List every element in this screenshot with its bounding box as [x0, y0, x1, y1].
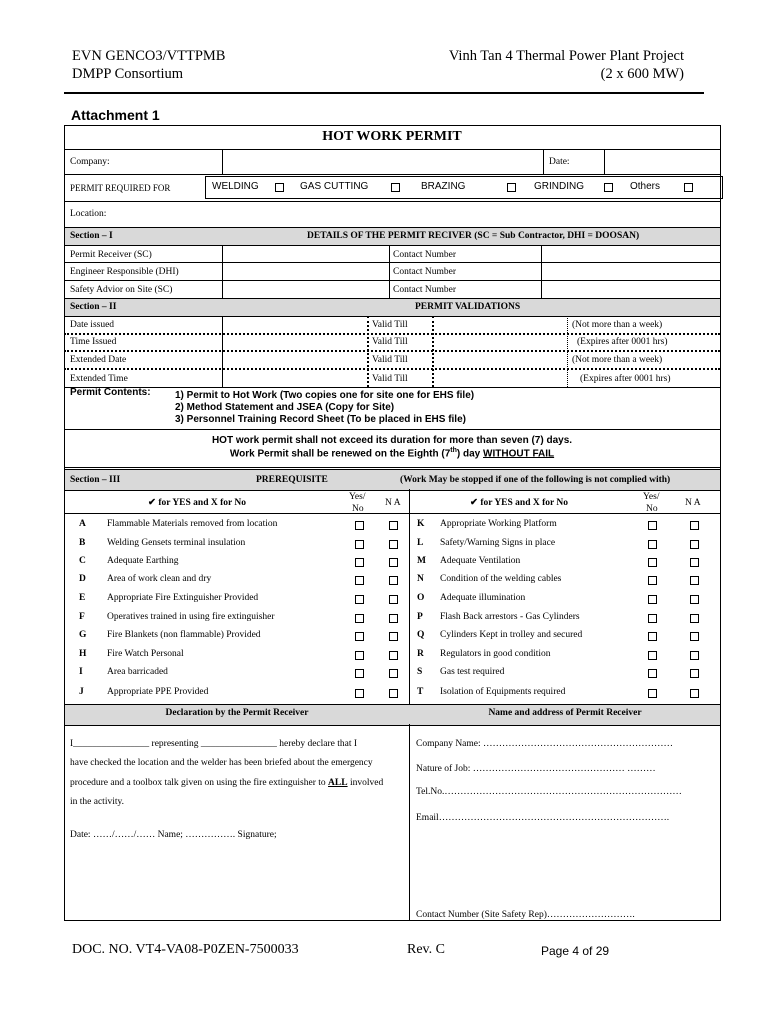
right-column-header: ✔ for YES and X for No: [470, 498, 569, 508]
declaration-line-2: have checked the location and the welder has been briefed about the emergency: [70, 758, 373, 768]
prerequisite-text: Cylinders Kept in trolley and secured: [440, 630, 583, 640]
engineer-contact-label: Contact Number: [393, 267, 457, 277]
extended-time-field[interactable]: [224, 370, 365, 386]
time-issued-label: Time Issued: [70, 337, 117, 347]
prerequisite-na-checkbox[interactable]: [690, 521, 699, 530]
prerequisite-yes-no-checkbox[interactable]: [648, 689, 657, 698]
prerequisite-text: Isolation of Equipments required: [440, 687, 566, 697]
permit-type-gas-cutting-label: GAS CUTTING: [300, 181, 369, 192]
prerequisite-na-checkbox[interactable]: [389, 669, 398, 678]
prerequisite-yes-no-checkbox[interactable]: [648, 614, 657, 623]
prerequisite-yes-no-checkbox[interactable]: [648, 669, 657, 678]
prerequisite-letter: E: [79, 593, 86, 603]
prerequisite-text: Area of work clean and dry: [107, 574, 212, 584]
left-yes-no-header-line1: Yes/: [349, 492, 366, 502]
safety-advisor-contact-field[interactable]: [543, 282, 718, 297]
prerequisite-letter: M: [417, 556, 426, 566]
prerequisite-yes-no-checkbox[interactable]: [648, 595, 657, 604]
permit-type-others-label: Others: [630, 181, 661, 192]
extended-date-field[interactable]: [224, 352, 365, 367]
prerequisite-na-checkbox[interactable]: [389, 632, 398, 641]
prerequisite-yes-no-checkbox[interactable]: [355, 632, 364, 641]
location-label: Location:: [70, 209, 107, 219]
date-label: Date:: [549, 157, 570, 167]
prerequisite-yes-no-checkbox[interactable]: [648, 558, 657, 567]
footer-revision: Rev. C: [407, 942, 445, 957]
permit-type-grinding-label: GRINDING: [534, 181, 584, 192]
safety-advisor-contact-label: Contact Number: [393, 285, 457, 295]
right-na-header: N A: [685, 498, 701, 508]
prerequisite-text: Safety/Warning Signs in place: [440, 538, 556, 548]
section-3-note: (Work May be stopped if one of the following is not complied with): [400, 475, 671, 485]
prerequisite-text: Adequate Earthing: [107, 556, 179, 566]
prerequisite-na-checkbox[interactable]: [690, 576, 699, 585]
permit-type-grinding-checkbox[interactable]: [604, 183, 613, 192]
permit-receiver-contact-field[interactable]: [543, 246, 718, 261]
prerequisite-yes-no-checkbox[interactable]: [355, 521, 364, 530]
date-issued-field[interactable]: [224, 317, 365, 332]
permit-contents-label: Permit Contents:: [70, 387, 151, 398]
prerequisite-letter: O: [417, 593, 425, 603]
company-label: Company:: [70, 157, 110, 167]
section-2-title: PERMIT VALIDATIONS: [415, 302, 521, 312]
date-issued-valid-label: Valid Till: [372, 320, 408, 330]
header-organization: EVN GENCO3/VTTPMB: [72, 48, 226, 64]
extended-time-valid-label: Valid Till: [372, 374, 408, 384]
section-3-title: PREREQUISITE: [256, 475, 328, 485]
header-consortium: DMPP Consortium: [72, 66, 184, 82]
prerequisite-letter: H: [79, 649, 87, 659]
declaration-line-4: in the activity.: [70, 797, 124, 807]
safety-advisor-label: Safety Advior on Site (SC): [70, 285, 173, 295]
prerequisite-na-checkbox[interactable]: [389, 521, 398, 530]
receiver-title: Name and address of Permit Receiver: [488, 708, 642, 718]
location-field[interactable]: [130, 203, 718, 225]
permit-required-label: PERMIT REQUIRED FOR: [70, 183, 171, 193]
declaration-title: Declaration by the Permit Receiver: [165, 708, 309, 718]
prerequisite-letter: B: [79, 538, 86, 548]
permit-receiver-contact-label: Contact Number: [393, 250, 457, 260]
receiver-tel: Tel.No.…………………………………………………………………: [416, 787, 682, 797]
prerequisite-text: Welding Gensets terminal insulation: [107, 538, 246, 548]
prerequisite-text: Appropriate PPE Provided: [107, 687, 209, 697]
prerequisite-text: Adequate Ventilation: [440, 556, 521, 566]
prerequisite-yes-no-checkbox[interactable]: [355, 595, 364, 604]
prerequisite-na-checkbox[interactable]: [389, 595, 398, 604]
footer-doc-number: DOC. NO. VT4-VA08-P0ZEN-7500033: [72, 942, 299, 957]
prerequisite-text: Area barricaded: [107, 667, 168, 677]
form-title: HOT WORK PERMIT: [322, 129, 462, 144]
prerequisite-text: Adequate illumination: [440, 593, 526, 603]
prerequisite-na-checkbox[interactable]: [690, 689, 699, 698]
permit-content-item: 3) Personnel Training Record Sheet (To be placed in EHS file): [175, 414, 466, 425]
time-issued-field[interactable]: [224, 335, 365, 349]
prerequisite-na-checkbox[interactable]: [690, 540, 699, 549]
time-issued-note: (Expires after 0001 hrs): [577, 337, 668, 347]
extended-date-label: Extended Date: [70, 355, 127, 365]
date-issued-note: (Not more than a week): [572, 320, 663, 330]
prerequisite-text: Fire Blankets (non flammable) Provided: [107, 630, 261, 640]
prerequisite-letter: P: [417, 612, 423, 622]
time-issued-valid-label: Valid Till: [372, 337, 408, 347]
permit-type-brazing-checkbox[interactable]: [507, 183, 516, 192]
prerequisite-letter: T: [417, 687, 424, 697]
prerequisite-text: Operatives trained in using fire extinguisher: [107, 612, 275, 622]
validity-notice-line1: HOT work permit shall not exceed its duration for more than seven (7) days.: [211, 435, 573, 446]
prerequisite-text: Condition of the welding cables: [440, 574, 562, 584]
prerequisite-text: Flash Back arrestors - Gas Cylinders: [440, 612, 580, 622]
prerequisite-letter: D: [79, 574, 86, 584]
section-3-label: Section – III: [70, 475, 121, 485]
prerequisite-text: Appropriate Working Platform: [440, 519, 557, 529]
header-rule: [64, 92, 704, 94]
prerequisite-letter: R: [417, 649, 424, 659]
prerequisite-yes-no-checkbox[interactable]: [648, 576, 657, 585]
prerequisite-na-checkbox[interactable]: [690, 669, 699, 678]
permit-type-brazing-label: BRAZING: [421, 181, 466, 192]
header-capacity: (2 x 600 MW): [600, 66, 684, 82]
extended-time-valid-till-field[interactable]: [434, 370, 565, 386]
prerequisite-na-checkbox[interactable]: [690, 651, 699, 660]
prerequisite-yes-no-checkbox[interactable]: [355, 540, 364, 549]
receiver-contact-number: Contact Number (Site Safety Rep)……………………….: [416, 910, 635, 920]
prerequisite-na-checkbox[interactable]: [690, 595, 699, 604]
receiver-company-name: Company Name: ……………………………………………………: [416, 739, 674, 749]
prerequisite-yes-no-checkbox[interactable]: [648, 651, 657, 660]
company-field[interactable]: [224, 151, 542, 172]
engineer-responsible-label: Engineer Responsible (DHI): [70, 267, 179, 277]
time-valid-till-field[interactable]: [434, 335, 565, 349]
prerequisite-text: Regulators in good condition: [440, 649, 551, 659]
prerequisite-yes-no-checkbox[interactable]: [648, 521, 657, 530]
prerequisite-yes-no-checkbox[interactable]: [355, 558, 364, 567]
left-na-header: N A: [385, 498, 401, 508]
engineer-name-field[interactable]: [224, 264, 387, 279]
prerequisite-text: Fire Watch Personal: [107, 649, 184, 659]
prerequisite-na-checkbox[interactable]: [389, 576, 398, 585]
engineer-contact-field[interactable]: [543, 264, 718, 279]
prerequisite-na-checkbox[interactable]: [389, 614, 398, 623]
prerequisite-letter: K: [417, 519, 425, 529]
prerequisite-na-checkbox[interactable]: [690, 632, 699, 641]
footer-page-number: Page 4 of 29: [541, 944, 610, 958]
declaration-line-1: I________________ representing ________________ hereby declare that I: [70, 739, 358, 749]
safety-advisor-name-field[interactable]: [224, 282, 387, 297]
prerequisite-letter: F: [79, 612, 85, 622]
receiver-email: Email……………………………………………………………….: [416, 813, 670, 823]
prerequisite-letter: L: [417, 538, 424, 548]
prerequisite-na-checkbox[interactable]: [389, 651, 398, 660]
right-yes-no-header-line2: No: [646, 504, 658, 514]
permit-receiver-label: Permit Receiver (SC): [70, 250, 152, 260]
prerequisite-letter: Q: [417, 630, 425, 640]
prerequisite-text: Gas test required: [440, 667, 505, 677]
attachment-label: Attachment 1: [71, 107, 160, 123]
section-2-label: Section – II: [70, 302, 117, 312]
prerequisite-letter: J: [79, 687, 84, 697]
prerequisite-yes-no-checkbox[interactable]: [355, 614, 364, 623]
permit-content-item: 2) Method Statement and JSEA (Copy for Site): [175, 402, 395, 413]
prerequisite-letter: N: [417, 574, 424, 584]
extended-date-valid-label: Valid Till: [372, 355, 408, 365]
prerequisite-letter: I: [79, 667, 83, 677]
section-1-label: Section – I: [70, 231, 113, 241]
prerequisite-letter: A: [79, 519, 86, 529]
validity-notice-line2: Work Permit shall be renewed on the Eighth (7th) day WITHOUT FAIL: [229, 447, 555, 460]
prerequisite-yes-no-checkbox[interactable]: [355, 689, 364, 698]
prerequisite-text: Appropriate Fire Extinguisher Provided: [107, 593, 259, 603]
section-2-header: [65, 298, 720, 317]
prerequisite-yes-no-checkbox[interactable]: [648, 540, 657, 549]
right-yes-no-header-line1: Yes/: [643, 492, 660, 502]
prerequisite-yes-no-checkbox[interactable]: [355, 669, 364, 678]
extended-time-label: Extended Time: [70, 374, 128, 384]
prerequisite-letter: S: [417, 667, 423, 677]
date-field[interactable]: [606, 151, 718, 172]
prerequisite-yes-no-checkbox[interactable]: [355, 576, 364, 585]
declaration-line-3: procedure and a toolbox talk given on using the fire extinguisher to ALL involved: [70, 778, 384, 788]
permit-type-gas-cutting-checkbox[interactable]: [391, 183, 400, 192]
receiver-nature-of-job: Nature of Job: ………………………………………… ………: [416, 764, 656, 774]
extended-time-note: (Expires after 0001 hrs): [580, 374, 671, 384]
prerequisite-letter: C: [79, 556, 86, 566]
permit-type-welding-label: WELDING: [212, 181, 259, 192]
prerequisite-na-checkbox[interactable]: [690, 558, 699, 567]
permit-content-item: 1) Permit to Hot Work (Two copies one for site one for EHS file): [175, 390, 475, 401]
header-project: Vinh Tan 4 Thermal Power Plant Project: [448, 48, 684, 64]
left-column-header: ✔ for YES and X for No: [148, 498, 247, 508]
prerequisite-text: Flammable Materials removed from location: [107, 519, 278, 529]
left-yes-no-header-line2: No: [352, 504, 364, 514]
date-issued-label: Date issued: [70, 320, 115, 330]
section-1-title: DETAILS OF THE PERMIT RECIVER (SC = Sub Contractor, DHI = DOOSAN): [307, 231, 640, 241]
extended-date-valid-till-field[interactable]: [434, 352, 565, 367]
prerequisite-yes-no-checkbox[interactable]: [648, 632, 657, 641]
prerequisite-na-checkbox[interactable]: [690, 614, 699, 623]
date-valid-till-field[interactable]: [434, 317, 565, 332]
prerequisite-na-checkbox[interactable]: [389, 558, 398, 567]
prerequisite-letter: G: [79, 630, 87, 640]
extended-date-note: (Not more than a week): [572, 355, 663, 365]
prerequisite-yes-no-checkbox[interactable]: [355, 651, 364, 660]
declaration-sign-line: Date: ……/……/…… Name; ……………. Signature;: [70, 830, 277, 840]
permit-type-welding-checkbox[interactable]: [275, 183, 284, 192]
permit-receiver-name-field[interactable]: [224, 246, 387, 261]
prerequisite-na-checkbox[interactable]: [389, 689, 398, 698]
prerequisite-na-checkbox[interactable]: [389, 540, 398, 549]
permit-type-others-checkbox[interactable]: [684, 183, 693, 192]
